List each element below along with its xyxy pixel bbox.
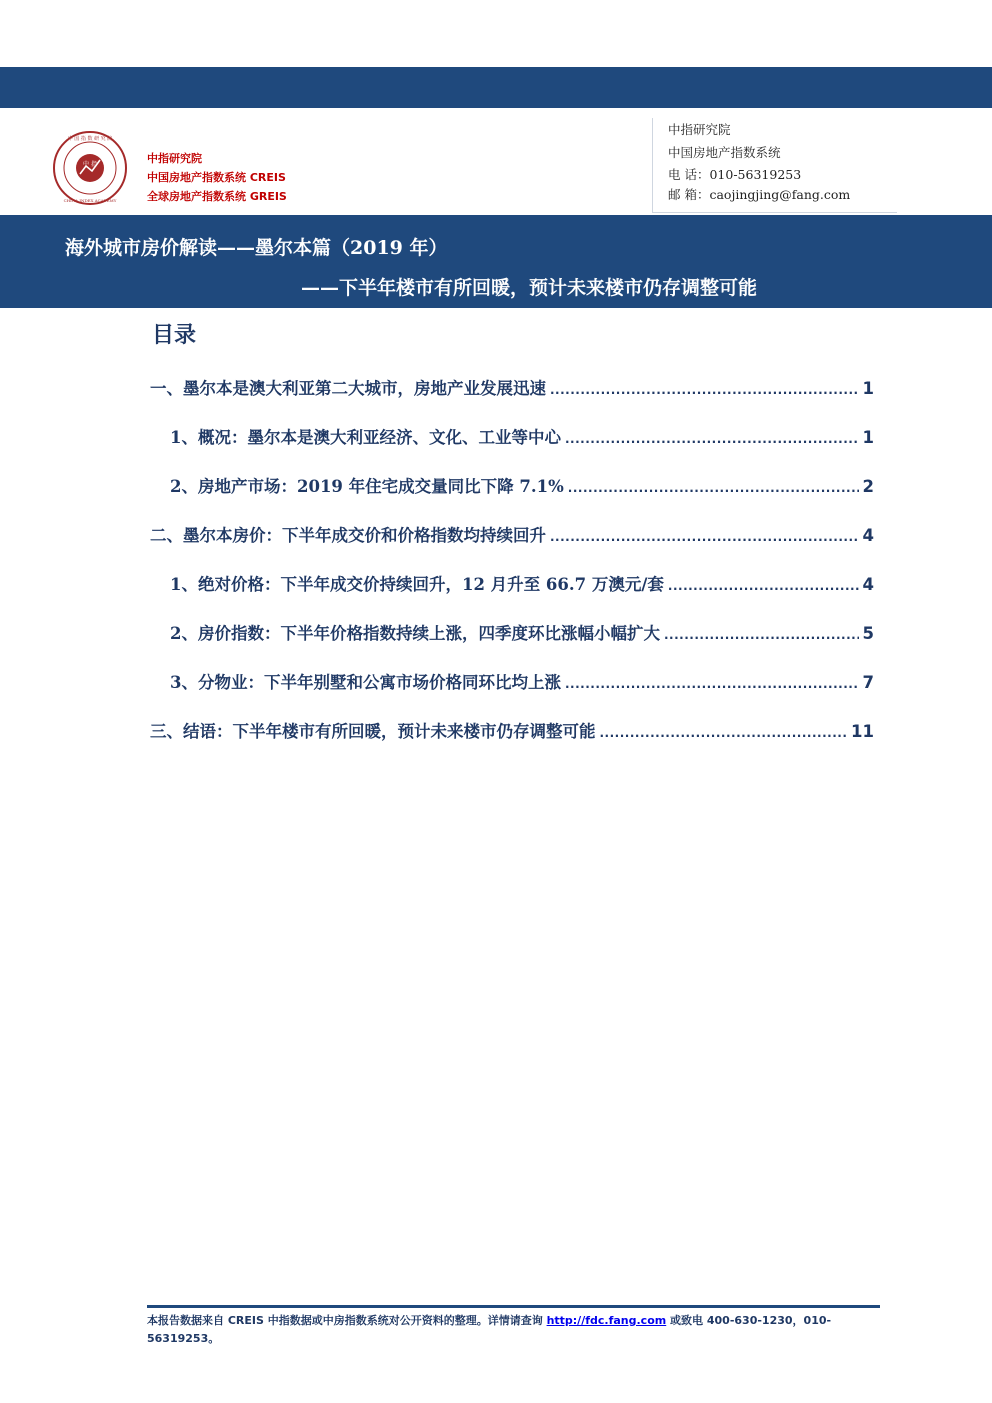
org-names <box>147 149 287 206</box>
footer-text-after-link: 或致电 400-630-1230，010-56319253。 <box>147 1314 832 1345</box>
org-name-1: 中指研究院 <box>147 152 202 165</box>
toc-entry-page: 1 <box>862 428 874 447</box>
toc-entry-page: 11 <box>851 722 874 741</box>
toc-entry-section-1-2[interactable] <box>170 473 874 497</box>
footer-text-before-link: 本报告数据来自 CREIS 中指数据或中房指数系统对公开资料的整理。详情请查询 <box>147 1314 547 1327</box>
contact-system: 中国房地产指数系统 <box>668 145 781 160</box>
footer-divider <box>147 1305 880 1308</box>
toc-entry-section-2-3[interactable] <box>170 669 874 693</box>
logo-ring-text: 中 国 指 数 研 究 院 <box>67 136 113 142</box>
toc-leader-dots <box>565 432 859 446</box>
contact-email: 邮 箱：caojingjing@fang.com <box>668 187 851 202</box>
top-banner <box>0 67 992 108</box>
toc-entry-section-1-1[interactable] <box>170 424 874 448</box>
footer-disclaimer <box>147 1312 880 1348</box>
logo-bottom-text: CHINA INDEX ACADEMY <box>63 198 117 203</box>
toc-leader-dots <box>568 481 859 495</box>
toc-entry-label: 2、房价指数：下半年价格指数持续上涨，四季度环比涨幅小幅扩大 <box>170 624 660 643</box>
report-title: 海外城市房价解读——墨尔本篇（2019 年） <box>65 237 448 259</box>
toc-leader-dots <box>664 628 859 642</box>
toc-entry-section-2-1[interactable] <box>170 571 874 595</box>
toc-leader-dots <box>600 726 848 740</box>
toc-leader-dots <box>550 383 859 397</box>
org-name-2: 中国房地产指数系统 CREIS <box>147 171 286 184</box>
org-name-3: 全球房地产指数系统 GREIS <box>147 190 287 203</box>
logo-center-text: 中 指 <box>83 161 97 168</box>
toc-entry-section-2-2[interactable] <box>170 620 874 644</box>
toc-entry-label: 1、概况：墨尔本是澳大利亚经济、文化、工业等中心 <box>170 428 561 447</box>
china-index-academy-logo <box>52 130 128 206</box>
toc-entry-page: 1 <box>862 379 874 398</box>
contact-org: 中指研究院 <box>668 122 731 137</box>
toc-entry-page: 4 <box>862 526 874 545</box>
report-subtitle: ——下半年楼市有所回暖，预计未来楼市仍存调整可能 <box>301 277 758 299</box>
toc-leader-dots <box>550 530 859 544</box>
contact-phone: 电 话：010-56319253 <box>668 167 802 182</box>
toc-entry-label: 三、结语：下半年楼市有所回暖，预计未来楼市仍存调整可能 <box>150 722 596 741</box>
toc-entry-label: 1、绝对价格：下半年成交价持续回升，12 月升至 66.7 万澳元/套 <box>170 575 664 594</box>
toc-entry-page: 4 <box>862 575 874 594</box>
toc-heading: 目录 <box>152 322 197 348</box>
toc-entry-label: 二、墨尔本房价：下半年成交价和价格指数均持续回升 <box>150 526 546 545</box>
toc-entry-page: 2 <box>862 477 874 496</box>
toc-entry-label: 3、分物业：下半年别墅和公寓市场价格同环比均上涨 <box>170 673 561 692</box>
toc-entry-label: 一、墨尔本是澳大利亚第二大城市，房地产业发展迅速 <box>150 379 546 398</box>
toc-leader-dots <box>565 677 859 691</box>
toc-entry-section-2[interactable] <box>150 522 874 546</box>
contact-block <box>652 118 897 213</box>
toc-entry-section-1[interactable] <box>150 375 874 399</box>
toc-entry-page: 7 <box>862 673 874 692</box>
toc-entry-page: 5 <box>862 624 874 643</box>
toc-leader-dots <box>668 579 859 593</box>
toc-entry-label: 2、房地产市场：2019 年住宅成交量同比下降 7.1% <box>170 477 564 496</box>
footer-website-link[interactable]: http://fdc.fang.com <box>546 1314 667 1327</box>
toc-entry-section-3[interactable] <box>150 718 874 742</box>
